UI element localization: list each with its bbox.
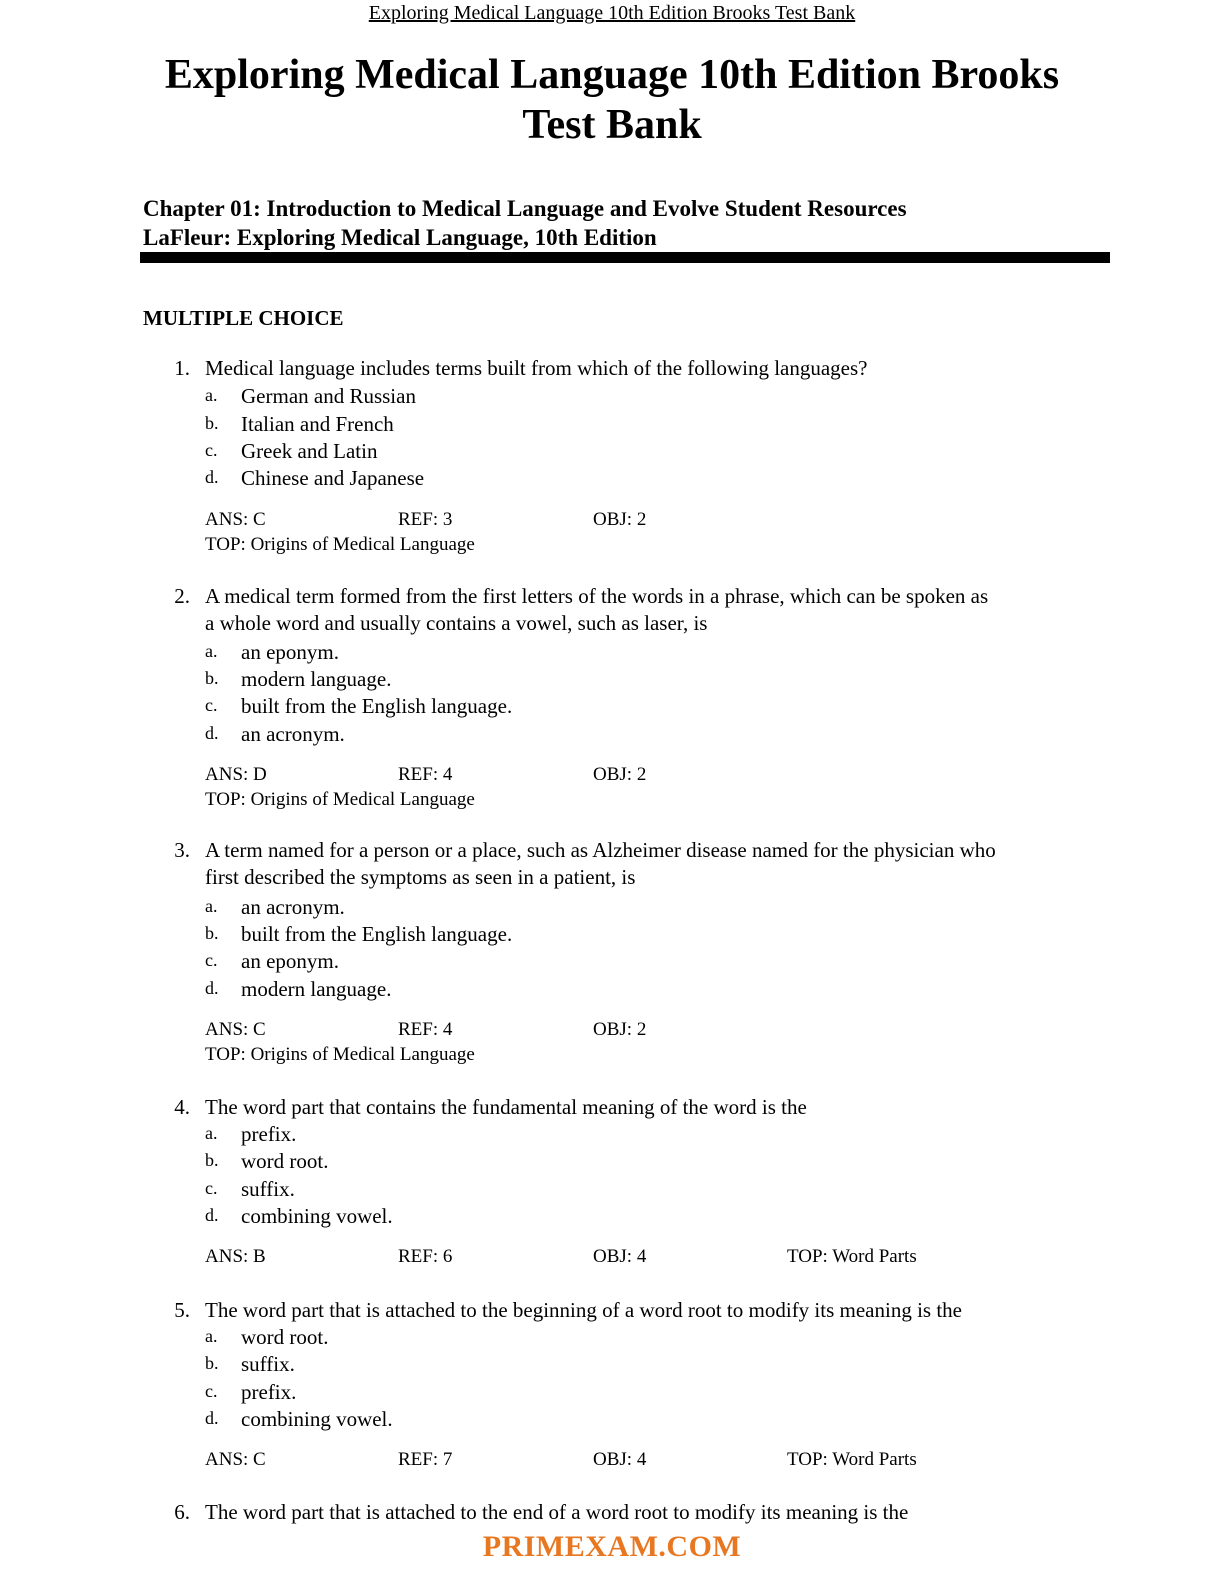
option-letter: a.: [205, 385, 218, 405]
section-heading: MULTIPLE CHOICE: [143, 306, 344, 330]
question-text: Medical language includes terms built from which of the following languages?: [205, 356, 868, 380]
question-number: 1.: [174, 356, 190, 380]
question-number: 3.: [174, 838, 190, 862]
option-text: an eponym.: [241, 640, 339, 664]
option-text: Greek and Latin: [241, 439, 378, 463]
reference: REF: 4: [398, 764, 453, 785]
question-number: 4.: [174, 1095, 190, 1119]
answer-key: ANS: C: [205, 509, 266, 530]
option-letter: b.: [205, 1150, 219, 1170]
answer-key: ANS: B: [205, 1246, 266, 1267]
reference: REF: 7: [398, 1449, 453, 1470]
option-letter: d.: [205, 1205, 219, 1225]
footer-brand: PRIMEXAM.COM: [482, 1530, 742, 1563]
option-text: word root.: [241, 1325, 329, 1349]
option-letter: c.: [205, 440, 218, 460]
chapter-title: Chapter 01: Introduction to Medical Language and Evolve Student Resources: [143, 196, 907, 221]
option-letter: b.: [205, 923, 219, 943]
option-text: prefix.: [241, 1122, 297, 1146]
question-number: 5.: [174, 1298, 190, 1322]
option-letter: a.: [205, 641, 218, 661]
option-text: an acronym.: [241, 895, 345, 919]
reference: REF: 6: [398, 1246, 453, 1267]
book-title: LaFleur: Exploring Medical Language, 10th Edition: [143, 225, 657, 250]
question-text: The word part that contains the fundamental meaning of the word is the: [205, 1095, 807, 1119]
option-text: German and Russian: [241, 384, 416, 408]
option-text: Chinese and Japanese: [241, 466, 425, 490]
option-text: an acronym.: [241, 722, 345, 746]
option-letter: d.: [205, 1408, 219, 1428]
option-text: built from the English language.: [241, 694, 513, 718]
objective: OBJ: 2: [593, 764, 647, 785]
question-text-line2: a whole word and usually contains a vowel, such as laser, is: [205, 611, 708, 635]
option-text: built from the English language.: [241, 922, 513, 946]
option-text: an eponym.: [241, 949, 339, 973]
topic: TOP: Origins of Medical Language: [205, 789, 475, 810]
header-link[interactable]: Exploring Medical Language 10th Edition Brooks Test Bank: [368, 2, 856, 24]
objective: OBJ: 2: [593, 509, 647, 530]
option-text: modern language.: [241, 977, 392, 1001]
topic: TOP: Word Parts: [787, 1449, 917, 1470]
option-letter: c.: [205, 1381, 218, 1401]
header-rule: [140, 252, 1110, 263]
option-letter: c.: [205, 1178, 218, 1198]
option-letter: a.: [205, 1326, 218, 1346]
option-letter: d.: [205, 467, 219, 487]
objective: OBJ: 2: [593, 1019, 647, 1040]
option-letter: b.: [205, 413, 219, 433]
question-text: A term named for a person or a place, such as Alzheimer disease named for the physician who: [205, 838, 996, 862]
option-text: prefix.: [241, 1380, 297, 1404]
question-text: The word part that is attached to the beginning of a word root to modify its meaning is the: [205, 1298, 962, 1322]
option-text: combining vowel.: [241, 1407, 393, 1431]
reference: REF: 4: [398, 1019, 453, 1040]
option-text: Italian and French: [241, 412, 394, 436]
option-letter: d.: [205, 723, 219, 743]
objective: OBJ: 4: [593, 1449, 647, 1470]
option-letter: d.: [205, 978, 219, 998]
question-number: 6.: [174, 1500, 190, 1524]
option-letter: c.: [205, 950, 218, 970]
page-title-line2: Test Bank: [522, 102, 702, 148]
option-letter: b.: [205, 1353, 219, 1373]
option-letter: a.: [205, 1123, 218, 1143]
answer-key: ANS: D: [205, 764, 267, 785]
topic: TOP: Origins of Medical Language: [205, 534, 475, 555]
question-text: The word part that is attached to the end of a word root to modify its meaning is the: [205, 1500, 909, 1524]
option-letter: b.: [205, 668, 219, 688]
option-text: modern language.: [241, 667, 392, 691]
option-text: suffix.: [241, 1177, 295, 1201]
option-text: combining vowel.: [241, 1204, 393, 1228]
topic: TOP: Origins of Medical Language: [205, 1044, 475, 1065]
option-text: suffix.: [241, 1352, 295, 1376]
question-text: A medical term formed from the first letters of the words in a phrase, which can be spoken as: [205, 584, 989, 608]
topic: TOP: Word Parts: [787, 1246, 917, 1267]
question-number: 2.: [174, 584, 190, 608]
question-text-line2: first described the symptoms as seen in a patient, is: [205, 865, 636, 889]
answer-key: ANS: C: [205, 1019, 266, 1040]
page-title: Exploring Medical Language 10th Edition Brooks: [164, 52, 1060, 98]
option-text: word root.: [241, 1149, 329, 1173]
answer-key: ANS: C: [205, 1449, 266, 1470]
objective: OBJ: 4: [593, 1246, 647, 1267]
option-letter: c.: [205, 695, 218, 715]
reference: REF: 3: [398, 509, 453, 530]
option-letter: a.: [205, 896, 218, 916]
